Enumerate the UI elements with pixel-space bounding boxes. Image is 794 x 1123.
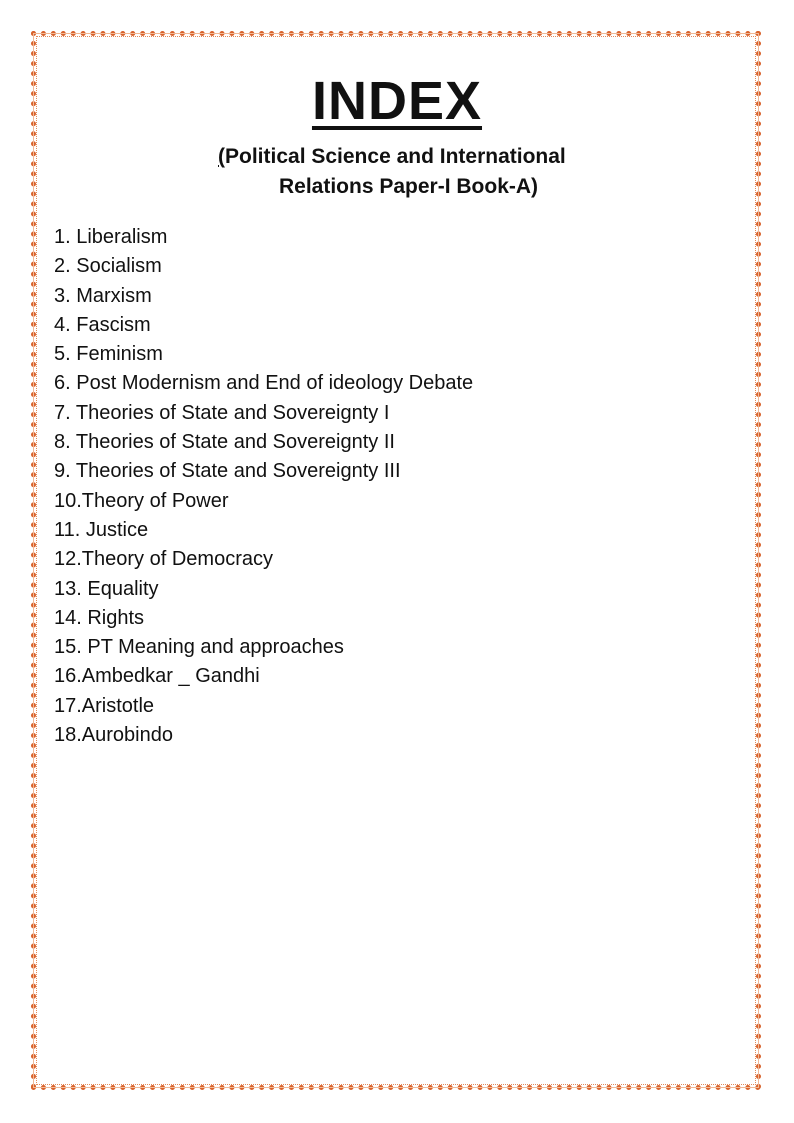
index-item: 6. Post Modernism and End of ideology Debate [54, 372, 474, 395]
index-list [54, 223, 473, 750]
index-item: 17.Aristotle [54, 694, 155, 717]
index-item: 15. PT Meaning and approaches [54, 636, 344, 659]
subtitle-line-1 [0, 142, 794, 172]
index-item: 11. Justice [54, 518, 149, 541]
page-title [0, 66, 794, 136]
subtitle-open-paren: ( [218, 145, 225, 168]
index-item: 18.Aurobindo [54, 724, 173, 747]
index-item: 8. Theories of State and Sovereignty II [54, 431, 395, 454]
index-item: 10.Theory of Power [54, 489, 229, 512]
index-item: 5. Feminism [54, 343, 163, 366]
index-item: 13. Equality [54, 577, 159, 600]
index-item: 7. Theories of State and Sovereignty I [54, 401, 390, 424]
index-item: 4. Fascism [54, 313, 151, 336]
page-subtitle [0, 142, 794, 202]
subtitle-line-1-text: Political Science and International [225, 145, 566, 168]
index-item: 3. Marxism [54, 284, 152, 307]
index-item: 9. Theories of State and Sovereignty III [54, 460, 401, 483]
index-item: 16.Ambedkar _ Gandhi [54, 665, 260, 688]
index-item: 14. Rights [54, 606, 145, 629]
index-item: 1. Liberalism [54, 226, 168, 248]
subtitle-line-2: Relations Paper-I Book-A) [279, 175, 539, 198]
page-title-text: INDEX [311, 71, 483, 131]
index-item: 2. Socialism [54, 255, 162, 278]
index-item: 12.Theory of Democracy [54, 548, 273, 571]
